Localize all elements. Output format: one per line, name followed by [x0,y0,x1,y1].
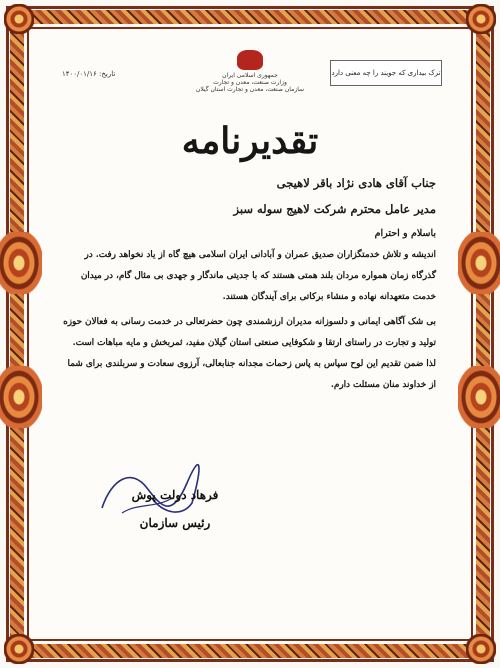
motto-badge [330,60,442,86]
certificate-title: تقدیرنامه [181,120,319,162]
corner-ornament-top-right [466,4,496,34]
org-line-3: سازمان صنعت، معدن و تجارت استان گیلان [195,86,305,93]
letter-body [62,176,436,400]
greeting: باسلام و احترام [374,228,436,239]
side-medallion-left-lower [0,366,42,428]
signature-block [120,488,230,530]
recipient-title: مدیر عامل محترم شرکت لاهیج سوله سبز [233,202,436,216]
side-medallion-right-upper [458,232,500,294]
corner-ornament-bottom-left [4,634,34,664]
emblem-icon [237,50,263,70]
recipient-name: جناب آقای هادی نژاد باقر لاهیجی [276,176,436,190]
org-line-1: جمهوری اسلامی ایران [222,72,278,79]
corner-ornament-bottom-right [466,634,496,664]
signatory-role: رئیس سازمان [139,516,211,530]
org-line-2: وزارت صنعت، معدن و تجارت [213,79,287,86]
motto-text: ترک بیداری که جویند را چه معنی دارد [331,69,441,77]
corner-ornament-top-left [4,4,34,34]
government-emblem-block [170,50,330,93]
signatory-name: فرهاد دولت پوش [131,488,219,502]
date-label: تاریخ: ۱۴۰۰/۰۱/۱۶ [62,70,116,78]
side-medallion-left-upper [0,232,42,294]
letterhead [50,50,450,100]
paragraph-2: بی شک آگاهی ایمانی و دلسوزانه مدیران ارزشمندی چون حضرتعالی در خدمت رسانی به فعالان حوزه تولید و تجارت در راستای ارتقا و شکوفایی صنعتی استان گیلان مفید، ثمربخش و مایه مباهات است. لذا ضمن تقدیم این لوح سپاس به پاس زحمات مجدانه جنابعالی، آرزوی سعادت و سربلندی برای شما از خداوند منان مسئلت دارم. [63,317,436,390]
paragraph-1: اندیشه و تلاش خدمتگزاران صدیق عمران و آبادانی ایران اسلامی هیچ گاه از یاد نخواهد رفت. در گذرگاه زمان همواره مردان بلند همتی هستند که با جدیتی ماندگار و جهدی بی مثال گام، در میدان خدمت متعهدانه نهاده و منشاء برکاتی برای آیندگان هستند. [80,250,436,302]
side-medallion-right-lower [458,366,500,428]
